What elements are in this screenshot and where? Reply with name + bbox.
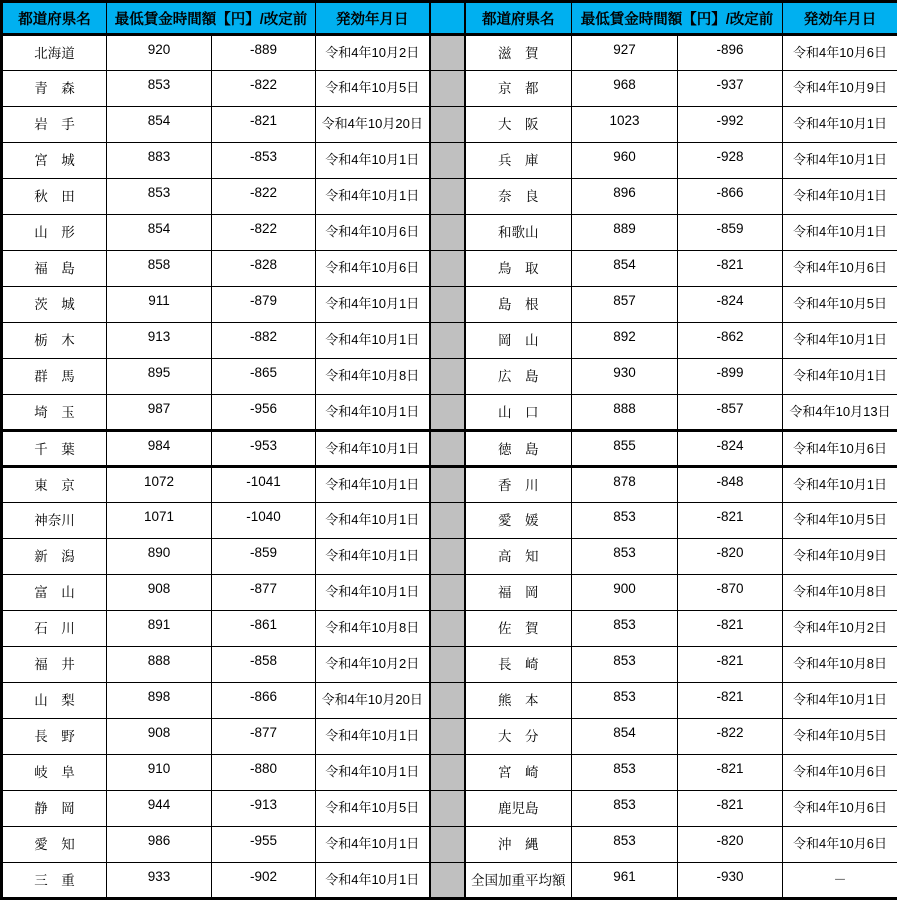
wage-cell-left: 987 [107,395,212,431]
table-row [2,107,897,143]
separator-cell [430,539,465,575]
wage-cell-left: 853 [107,179,212,215]
date-cell: 令和4年10月1日 [316,719,430,755]
table-row [2,431,897,467]
separator-cell [430,683,465,719]
prefecture-cell-right: 島 根 [465,287,572,323]
prev-wage-cell-right: -848 [678,467,783,503]
date-cell: 令和4年10月6日 [783,251,897,287]
date-cell: 令和4年10月1日 [316,863,430,899]
date-cell: 令和4年10月1日 [783,323,897,359]
table-row [2,611,897,647]
date-cell: 令和4年10月13日 [783,395,897,431]
separator-cell [430,251,465,287]
column-header-wage-right: 最低賃金時間額【円】/改定前 [572,2,783,35]
prefecture-cell-right: 福 岡 [465,575,572,611]
date-cell: 令和4年10月1日 [316,827,430,863]
prefecture-cell-left: 埼 玉 [2,395,107,431]
prefecture-cell-left: 東 京 [2,467,107,503]
table-row [2,35,897,71]
date-cell: 令和4年10月5日 [783,503,897,539]
prev-wage-cell-right: -928 [678,143,783,179]
table-row [2,287,897,323]
prefecture-cell-right: 全国加重平均額 [465,863,572,899]
prev-wage-cell-left: -1041 [212,467,316,503]
date-cell: － [783,863,897,899]
prev-wage-cell-right: -870 [678,575,783,611]
date-cell: 令和4年10月1日 [316,143,430,179]
wage-cell-right: 968 [572,71,678,107]
table-row [2,323,897,359]
prefecture-cell-right: 愛 媛 [465,503,572,539]
separator-cell [430,107,465,143]
prev-wage-cell-right: -859 [678,215,783,251]
wage-cell-right: 900 [572,575,678,611]
date-cell: 令和4年10月8日 [783,575,897,611]
prev-wage-cell-right: -820 [678,827,783,863]
table-row [2,215,897,251]
prefecture-cell-right: 山 口 [465,395,572,431]
wage-cell-left: 858 [107,251,212,287]
separator-cell [430,611,465,647]
separator-cell [430,179,465,215]
wage-cell-left: 895 [107,359,212,395]
prefecture-cell-left: 茨 城 [2,287,107,323]
prev-wage-cell-right: -930 [678,863,783,899]
wage-cell-right: 854 [572,719,678,755]
prev-wage-cell-left: -859 [212,539,316,575]
separator-cell [430,431,465,467]
prefecture-cell-left: 静 岡 [2,791,107,827]
date-cell: 令和4年10月1日 [316,755,430,791]
date-cell: 令和4年10月6日 [783,827,897,863]
prev-wage-cell-left: -1040 [212,503,316,539]
prefecture-cell-right: 長 崎 [465,647,572,683]
column-header-prefecture-right: 都道府県名 [465,2,572,35]
date-cell: 令和4年10月1日 [783,107,897,143]
separator-cell [430,719,465,755]
table-row [2,71,897,107]
date-cell: 令和4年10月20日 [316,683,430,719]
wage-cell-right: 961 [572,863,678,899]
prefecture-cell-right: 岡 山 [465,323,572,359]
wage-cell-right: 853 [572,791,678,827]
table-header [2,2,897,35]
prefecture-cell-left: 福 島 [2,251,107,287]
prev-wage-cell-right: -899 [678,359,783,395]
wage-cell-left: 888 [107,647,212,683]
wage-cell-right: 857 [572,287,678,323]
separator-cell [430,143,465,179]
date-cell: 令和4年10月9日 [783,539,897,575]
date-cell: 令和4年10月6日 [316,215,430,251]
wage-cell-right: 853 [572,683,678,719]
wage-cell-left: 883 [107,143,212,179]
date-cell: 令和4年10月1日 [316,575,430,611]
wage-cell-left: 933 [107,863,212,899]
prefecture-cell-right: 大 分 [465,719,572,755]
wage-cell-left: 891 [107,611,212,647]
wage-cell-right: 892 [572,323,678,359]
prev-wage-cell-right: -821 [678,683,783,719]
prefecture-cell-left: 神奈川 [2,503,107,539]
prev-wage-cell-right: -821 [678,791,783,827]
prefecture-cell-left: 北海道 [2,35,107,71]
prefecture-cell-left: 青 森 [2,71,107,107]
prev-wage-cell-left: -879 [212,287,316,323]
prefecture-cell-right: 奈 良 [465,179,572,215]
prev-wage-cell-right: -821 [678,251,783,287]
prev-wage-cell-right: -822 [678,719,783,755]
separator-cell [430,791,465,827]
prev-wage-cell-left: -956 [212,395,316,431]
wage-cell-right: 853 [572,503,678,539]
date-cell: 令和4年10月1日 [783,179,897,215]
prev-wage-cell-left: -889 [212,35,316,71]
prev-wage-cell-right: -821 [678,611,783,647]
prefecture-cell-left: 千 葉 [2,431,107,467]
date-cell: 令和4年10月1日 [316,539,430,575]
separator-cell [430,35,465,71]
wage-cell-left: 854 [107,107,212,143]
prefecture-cell-left: 岩 手 [2,107,107,143]
prev-wage-cell-right: -896 [678,35,783,71]
prefecture-cell-right: 大 阪 [465,107,572,143]
wage-cell-right: 855 [572,431,678,467]
date-cell: 令和4年10月1日 [783,215,897,251]
wage-cell-left: 1071 [107,503,212,539]
prefecture-cell-left: 宮 城 [2,143,107,179]
date-cell: 令和4年10月6日 [783,791,897,827]
date-cell: 令和4年10月6日 [783,431,897,467]
prefecture-cell-right: 宮 崎 [465,755,572,791]
wage-cell-left: 898 [107,683,212,719]
prev-wage-cell-left: -902 [212,863,316,899]
prefecture-cell-left: 石 川 [2,611,107,647]
wage-cell-right: 853 [572,827,678,863]
date-cell: 令和4年10月5日 [783,719,897,755]
prev-wage-cell-left: -865 [212,359,316,395]
prefecture-cell-right: 滋 賀 [465,35,572,71]
separator-cell [430,323,465,359]
wage-cell-right: 853 [572,611,678,647]
table-row [2,359,897,395]
prefecture-cell-left: 栃 木 [2,323,107,359]
date-cell: 令和4年10月2日 [783,611,897,647]
wage-cell-right: 888 [572,395,678,431]
prev-wage-cell-left: -877 [212,575,316,611]
prefecture-cell-right: 京 都 [465,71,572,107]
wage-cell-right: 853 [572,539,678,575]
separator-cell [430,863,465,899]
wage-cell-right: 853 [572,755,678,791]
date-cell: 令和4年10月1日 [316,431,430,467]
prefecture-cell-left: 山 梨 [2,683,107,719]
prefecture-cell-left: 長 野 [2,719,107,755]
separator-cell [430,287,465,323]
prev-wage-cell-right: -821 [678,503,783,539]
wage-cell-left: 920 [107,35,212,71]
table-row [2,683,897,719]
date-cell: 令和4年10月1日 [783,143,897,179]
prev-wage-cell-right: -824 [678,431,783,467]
prefecture-cell-left: 福 井 [2,647,107,683]
prev-wage-cell-left: -882 [212,323,316,359]
separator-cell [430,755,465,791]
prev-wage-cell-left: -821 [212,107,316,143]
separator-cell [430,827,465,863]
table-row [2,539,897,575]
prev-wage-cell-left: -822 [212,179,316,215]
date-cell: 令和4年10月2日 [316,35,430,71]
prefecture-cell-right: 鹿児島 [465,791,572,827]
prev-wage-cell-left: -822 [212,215,316,251]
table-row [2,503,897,539]
wage-cell-left: 986 [107,827,212,863]
prefecture-cell-right: 熊 本 [465,683,572,719]
wage-cell-left: 913 [107,323,212,359]
date-cell: 令和4年10月6日 [783,755,897,791]
separator-cell [430,647,465,683]
wage-cell-right: 930 [572,359,678,395]
separator-cell [430,71,465,107]
prefecture-cell-left: 群 馬 [2,359,107,395]
wage-cell-left: 908 [107,575,212,611]
prefecture-cell-right: 高 知 [465,539,572,575]
wage-cell-left: 853 [107,71,212,107]
wage-cell-left: 890 [107,539,212,575]
date-cell: 令和4年10月8日 [316,611,430,647]
separator-cell [430,503,465,539]
wage-cell-right: 853 [572,647,678,683]
table-row [2,791,897,827]
wage-cell-left: 944 [107,791,212,827]
table-row [2,395,897,431]
column-header-date-right: 発効年月日 [783,2,897,35]
separator-cell [430,215,465,251]
table-row [2,251,897,287]
prev-wage-cell-right: -820 [678,539,783,575]
date-cell: 令和4年10月5日 [783,287,897,323]
prefecture-cell-left: 山 形 [2,215,107,251]
table-row [2,827,897,863]
table-row [2,575,897,611]
table-row [2,863,897,899]
prefecture-cell-left: 愛 知 [2,827,107,863]
table-row [2,755,897,791]
wage-cell-right: 927 [572,35,678,71]
date-cell: 令和4年10月2日 [316,647,430,683]
prev-wage-cell-left: -822 [212,71,316,107]
date-cell: 令和4年10月6日 [316,251,430,287]
prev-wage-cell-left: -880 [212,755,316,791]
prev-wage-cell-left: -953 [212,431,316,467]
column-header-date-left: 発効年月日 [316,2,430,35]
date-cell: 令和4年10月8日 [783,647,897,683]
prev-wage-cell-left: -861 [212,611,316,647]
prev-wage-cell-left: -955 [212,827,316,863]
date-cell: 令和4年10月1日 [783,359,897,395]
prev-wage-cell-left: -828 [212,251,316,287]
wage-cell-left: 854 [107,215,212,251]
date-cell: 令和4年10月9日 [783,71,897,107]
prev-wage-cell-right: -862 [678,323,783,359]
table-body [2,35,897,899]
date-cell: 令和4年10月5日 [316,71,430,107]
prev-wage-cell-right: -824 [678,287,783,323]
date-cell: 令和4年10月1日 [783,683,897,719]
column-header-prefecture-left: 都道府県名 [2,2,107,35]
prev-wage-cell-left: -913 [212,791,316,827]
prefecture-cell-right: 広 島 [465,359,572,395]
header-row [2,2,897,35]
separator-cell [430,395,465,431]
table-row [2,467,897,503]
header-separator-cell [430,2,465,35]
date-cell: 令和4年10月1日 [316,287,430,323]
date-cell: 令和4年10月1日 [316,395,430,431]
prefecture-cell-right: 兵 庫 [465,143,572,179]
prefecture-cell-left: 三 重 [2,863,107,899]
wage-cell-left: 1072 [107,467,212,503]
table-row [2,719,897,755]
date-cell: 令和4年10月6日 [783,35,897,71]
date-cell: 令和4年10月20日 [316,107,430,143]
wage-cell-right: 1023 [572,107,678,143]
prefecture-cell-right: 徳 島 [465,431,572,467]
prefecture-cell-right: 佐 賀 [465,611,572,647]
date-cell: 令和4年10月8日 [316,359,430,395]
date-cell: 令和4年10月1日 [783,467,897,503]
prefecture-cell-left: 富 山 [2,575,107,611]
prev-wage-cell-left: -858 [212,647,316,683]
date-cell: 令和4年10月1日 [316,503,430,539]
prefecture-cell-left: 新 潟 [2,539,107,575]
column-header-wage-left: 最低賃金時間額【円】/改定前 [107,2,316,35]
wage-cell-left: 908 [107,719,212,755]
wage-cell-right: 896 [572,179,678,215]
prev-wage-cell-right: -821 [678,755,783,791]
date-cell: 令和4年10月1日 [316,323,430,359]
prev-wage-cell-right: -992 [678,107,783,143]
separator-cell [430,359,465,395]
prev-wage-cell-right: -857 [678,395,783,431]
prefecture-cell-right: 和歌山 [465,215,572,251]
wage-cell-right: 960 [572,143,678,179]
prefecture-cell-right: 沖 縄 [465,827,572,863]
date-cell: 令和4年10月5日 [316,791,430,827]
prefecture-cell-right: 香 川 [465,467,572,503]
prefecture-cell-left: 秋 田 [2,179,107,215]
date-cell: 令和4年10月1日 [316,179,430,215]
prev-wage-cell-left: -853 [212,143,316,179]
prev-wage-cell-right: -821 [678,647,783,683]
wage-cell-left: 911 [107,287,212,323]
wage-cell-right: 889 [572,215,678,251]
wage-cell-left: 910 [107,755,212,791]
prefecture-cell-left: 岐 阜 [2,755,107,791]
table-row [2,143,897,179]
separator-cell [430,575,465,611]
wage-cell-right: 854 [572,251,678,287]
wage-cell-left: 984 [107,431,212,467]
prev-wage-cell-right: -866 [678,179,783,215]
prefecture-cell-right: 鳥 取 [465,251,572,287]
table-row [2,647,897,683]
prev-wage-cell-left: -877 [212,719,316,755]
table-row [2,179,897,215]
wage-cell-right: 878 [572,467,678,503]
prev-wage-cell-right: -937 [678,71,783,107]
separator-cell [430,467,465,503]
date-cell: 令和4年10月1日 [316,467,430,503]
prev-wage-cell-left: -866 [212,683,316,719]
